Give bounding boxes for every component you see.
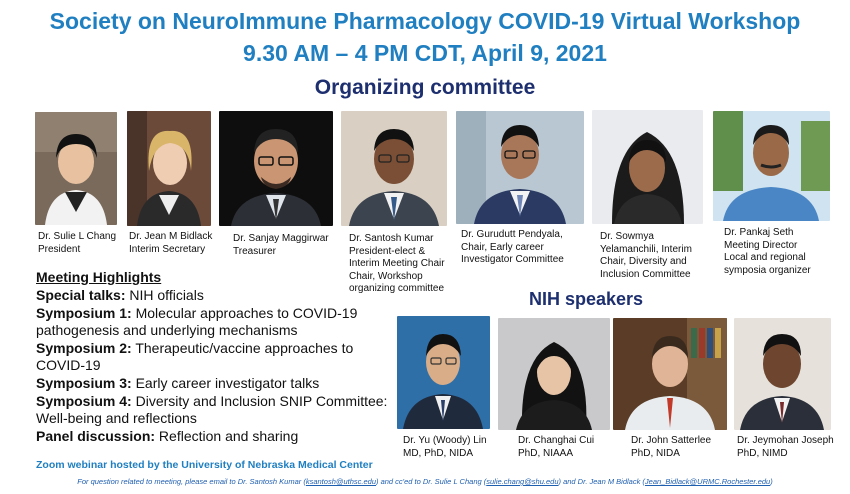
photo-santosh-kumar	[341, 111, 447, 226]
caption-sulie-chang: Dr. Sulie L Chang President	[38, 231, 117, 255]
caption-john-satterlee: Dr. John Satterlee PhD, NIDA	[631, 435, 712, 459]
photo-gurudutt-pendyala	[456, 111, 584, 224]
caption-sanjay-maggirwar: Dr. Sanjay Maggirwar Treasurer	[233, 233, 329, 257]
caption-sowmya-yelamanchili: Dr. Sowmya Yelamanchili, Interim Chair, Diversity and Inclusion Committee	[600, 231, 692, 280]
highlight-item: Symposium 3: Early career investigator talks	[36, 374, 320, 391]
nih-speakers-heading: NIH speakers	[529, 289, 644, 309]
highlight-item: Symposium 1: Molecular approaches to COVID-19 pathogenesis and underlying mechanisms	[36, 304, 358, 339]
photo-changhai-cui	[498, 318, 610, 430]
email-link-santosh-kumar[interactable]: ksantosh@uthsc.edu	[305, 477, 376, 486]
photo-jean-bidlack	[127, 111, 211, 226]
highlight-item: Symposium 4: Diversity and Inclusion SNIP Committee: Well-being and reflections	[36, 392, 388, 427]
photo-sanjay-maggirwar	[219, 111, 333, 226]
zoom-webinar-note: Zoom webinar hosted by the University of Nebraska Medical Center	[36, 459, 373, 471]
photo-sowmya-yelamanchili	[592, 110, 703, 224]
workshop-datetime: 9.30 AM – 4 PM CDT, April 9, 2021	[243, 40, 607, 66]
photo-sulie-chang	[35, 112, 117, 225]
caption-jeymohan-joseph: Dr. Jeymohan Joseph PhD, NIMD	[737, 435, 834, 459]
contact-footer: For question related to meeting, please email to Dr. Santosh Kumar (ksantosh@uthsc.edu) and cc'ed to Dr. Sulie L Chang (sulie.chang@shu.edu) and Dr. Jean M Bidlack (Jean_Bidlack@URMC.Rochester.edu)	[77, 477, 773, 486]
email-link-jean-bidlack[interactable]: Jean_Bidlack@URMC.Rochester.edu	[644, 477, 771, 486]
caption-santosh-kumar: Dr. Santosh Kumar President-elect & Interim Meeting Chair Chair, Workshop organizing committee	[349, 233, 445, 294]
caption-changhai-cui: Dr. Changhai Cui PhD, NIAAA	[518, 435, 595, 459]
workshop-title: Society on NeuroImmune Pharmacology COVID-19 Virtual Workshop	[49, 8, 801, 34]
photo-john-satterlee	[613, 318, 727, 430]
organizing-committee-heading: Organizing committee	[314, 76, 536, 99]
caption-yu-lin: Dr. Yu (Woody) Lin MD, PhD, NIDA	[403, 435, 487, 459]
meeting-highlights-list	[36, 287, 396, 445]
photo-jeymohan-joseph	[734, 318, 831, 430]
caption-jean-bidlack: Dr. Jean M Bidlack Interim Secretary	[129, 231, 213, 255]
caption-pankaj-seth: Dr. Pankaj Seth Meeting Director Local and regional symposia organizer	[724, 227, 811, 276]
caption-gurudutt-pendyala: Dr. Gurudutt Pendyala, Chair, Early career Investigator Committee	[461, 229, 564, 265]
email-link-sulie-chang[interactable]: sulie.chang@shu.edu	[486, 477, 559, 486]
photo-pankaj-seth	[713, 111, 830, 221]
highlight-item: Special talks: NIH officials	[36, 287, 204, 303]
highlight-item: Panel discussion: Reflection and sharing	[36, 427, 299, 444]
highlight-item: Symposium 2: Therapeutic/vaccine approaches to COVID-19	[36, 339, 354, 374]
meeting-highlights-heading: Meeting Highlights	[36, 269, 162, 285]
photo-yu-lin	[397, 316, 490, 429]
